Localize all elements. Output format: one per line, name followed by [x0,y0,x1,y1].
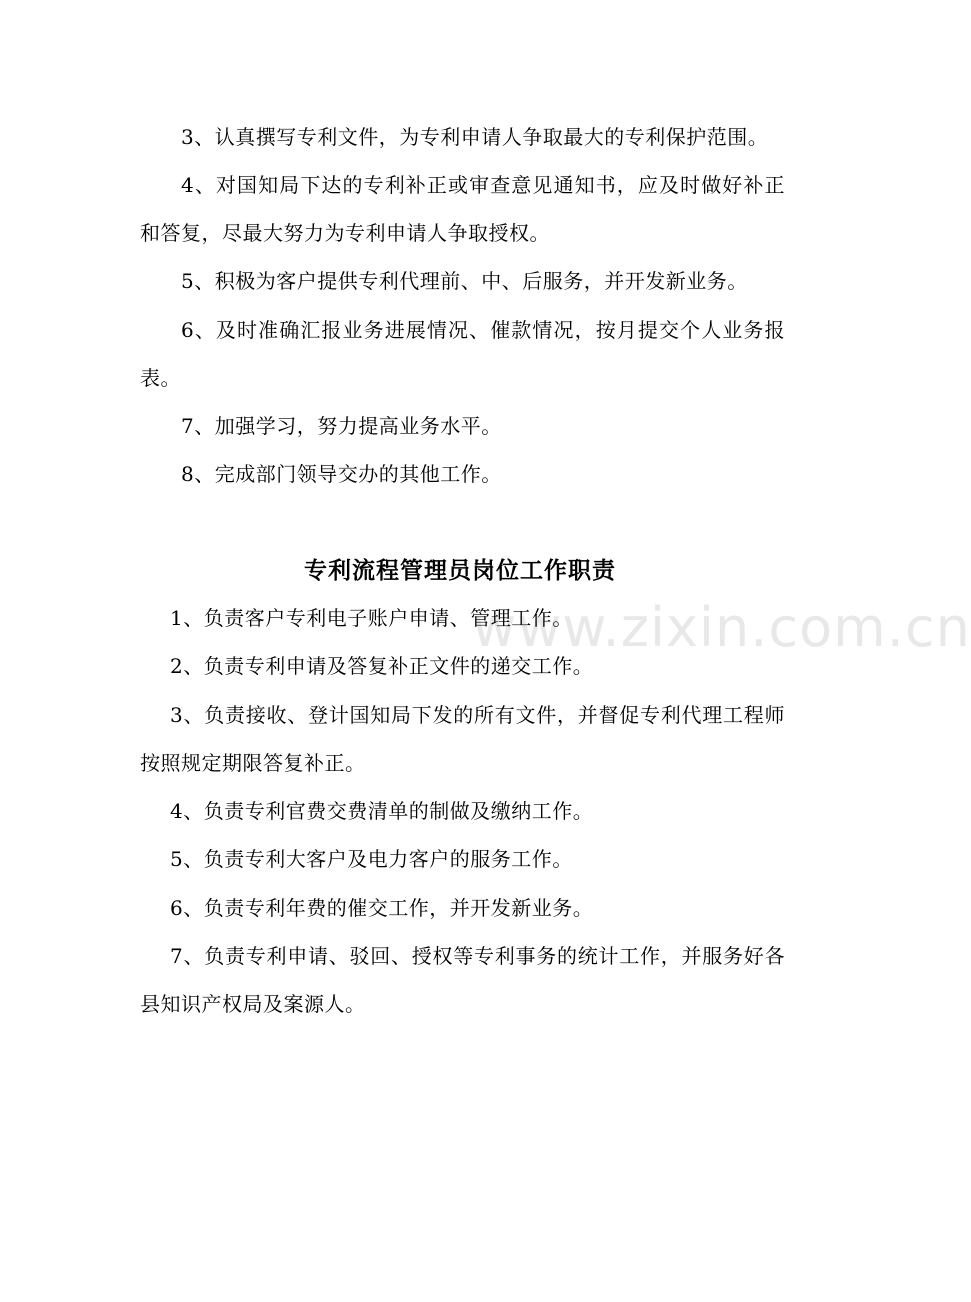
process-duty-item-7: 7、负责专利申请、驳回、授权等专利事务的统计工作，并服务好各县知识产权局及案源人。 [140,944,785,1016]
process-duty-item-1: 1、负责客户专利电子账户申请、管理工作。 [170,606,573,630]
duty-item-4: 4、对国知局下达的专利补正或审查意见通知书，应及时做好补正和答复，尽最大努力为专利申请人争取授权。 [140,173,785,245]
process-duty-item-6: 6、负责专利年费的催交工作，并开发新业务。 [170,896,594,920]
process-duty-item-4: 4、负责专利官费交费清单的制做及缴纳工作。 [170,799,594,823]
watermark: www.zixin.com.cn [472,596,971,659]
duty-item-3: 3、认真撰写专利文件，为专利申请人争取最大的专利保护范围。 [181,125,769,149]
duty-item-6: 6、及时准确汇报业务进展情况、催款情况，按月提交个人业务报表。 [140,318,785,390]
duty-item-5: 5、积极为客户提供专利代理前、中、后服务，并开发新业务。 [181,269,748,293]
duty-item-8: 8、完成部门领导交办的其他工作。 [181,462,502,486]
process-duty-item-3: 3、负责接收、登计国知局下发的所有文件，并督促专利代理工程师按照规定期限答复补正。 [140,703,785,775]
duty-item-7: 7、加强学习，努力提高业务水平。 [181,414,502,438]
process-duty-item-2: 2、负责专利申请及答复补正文件的递交工作。 [170,654,594,678]
section-title: 专利流程管理员岗位工作职责 [304,558,616,584]
process-duty-item-5: 5、负责专利大客户及电力客户的服务工作。 [170,847,573,871]
